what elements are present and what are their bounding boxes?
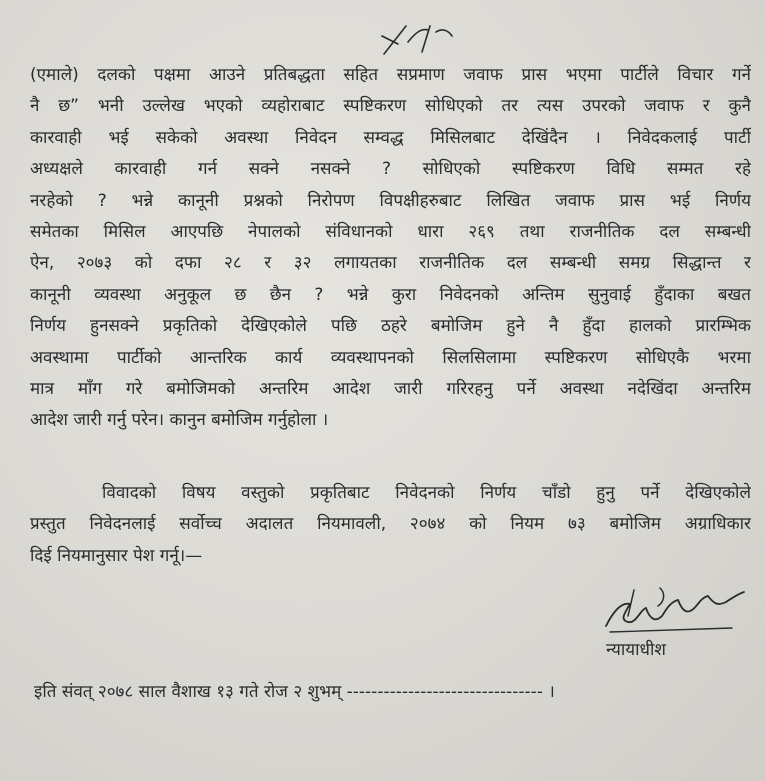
text-line: आदेश जारी गर्नु परेन। कानुन बमोजिम गर्नुहोला । [30, 410, 329, 431]
judge-title: न्यायाधीश [606, 640, 666, 660]
text-line: अवस्थामा पार्टीको आन्तरिक कार्य व्यवस्थापनको सिलसिलामा स्पष्टिकरण सोधिएकै भरमा [30, 347, 751, 368]
text-line: मात्र माँग गरे बमोजिमको अन्तरिम आदेश जारी गरिरहनु पर्ने अवस्था नदेखिंदा अन्तरिम [30, 378, 751, 399]
text-line: दिई नियमानुसार पेश गर्नू।— [30, 545, 203, 566]
text-line: नै छ” भनी उल्लेख भएको व्यहोराबाट स्पष्टिकरण सोधिएको तर त्यस उपरको जवाफ र कुनै [30, 96, 751, 117]
text-line: कानूनी व्यवस्था अनुकूल छ छैन ? भन्ने कुरा निवेदनको अन्तिम सुनुवाई हुँदाका बखत [30, 284, 751, 305]
closing-line: इति संवत् २०७८ साल वैशाख १३ गते रोज २ शुभम् -------------------------------- । [34, 682, 555, 702]
text-line: कारवाही भई सकेको अवस्था निवेदन सम्वद्ध मिसिलबाट देखिंदैन । निवेदकलाई पार्टी [30, 127, 751, 148]
text-line: विवादको विषय वस्तुको प्रकृतिबाट निवेदनको निर्णय चाँडो हुनु पर्ने देखिएकोले [102, 483, 751, 503]
text-line: ऐन, २०७३ को दफा २८ र ३२ लगायतका राजनीतिक दल सम्बन्धी समग्र सिद्धान्त र [30, 253, 751, 274]
text-line: प्रस्तुत निवेदनलाई सर्वोच्च अदालत नियमावली, २०७४ को नियम ७३ बमोजिम अग्राधिकार [30, 514, 751, 535]
paragraph-main [30, 60, 751, 437]
text-line: (एमाले) दलको पक्षमा आउने प्रतिबद्धता सहित सप्रमाण जवाफ प्रास भएमा पार्टीले विचार गर्ने [30, 65, 751, 85]
paragraph-directive [30, 478, 751, 572]
text-line: अध्यक्षले कारवाही गर्न सक्ने नसक्ने ? सोधिएको स्पष्टिकरण विधि सम्मत रहे [30, 159, 751, 180]
text-line: नरहेको ? भन्ने कानूनी प्रश्नको निरोपण विपक्षीहरुबाट लिखित जवाफ प्रास भई निर्णय [30, 190, 751, 211]
signature-icon [600, 580, 750, 640]
text-line: निर्णय हुनसक्ने प्रकृतिको देखिएकोले पछि ठहरे बमोजिम हुने नै हुँदा हालको प्रारम्भिक [30, 316, 751, 337]
text-line: समेतका मिसिल आएपछि नेपालको संविधानको धारा २६९ तथा राजनीतिक दल सम्बन्धी [30, 221, 751, 242]
